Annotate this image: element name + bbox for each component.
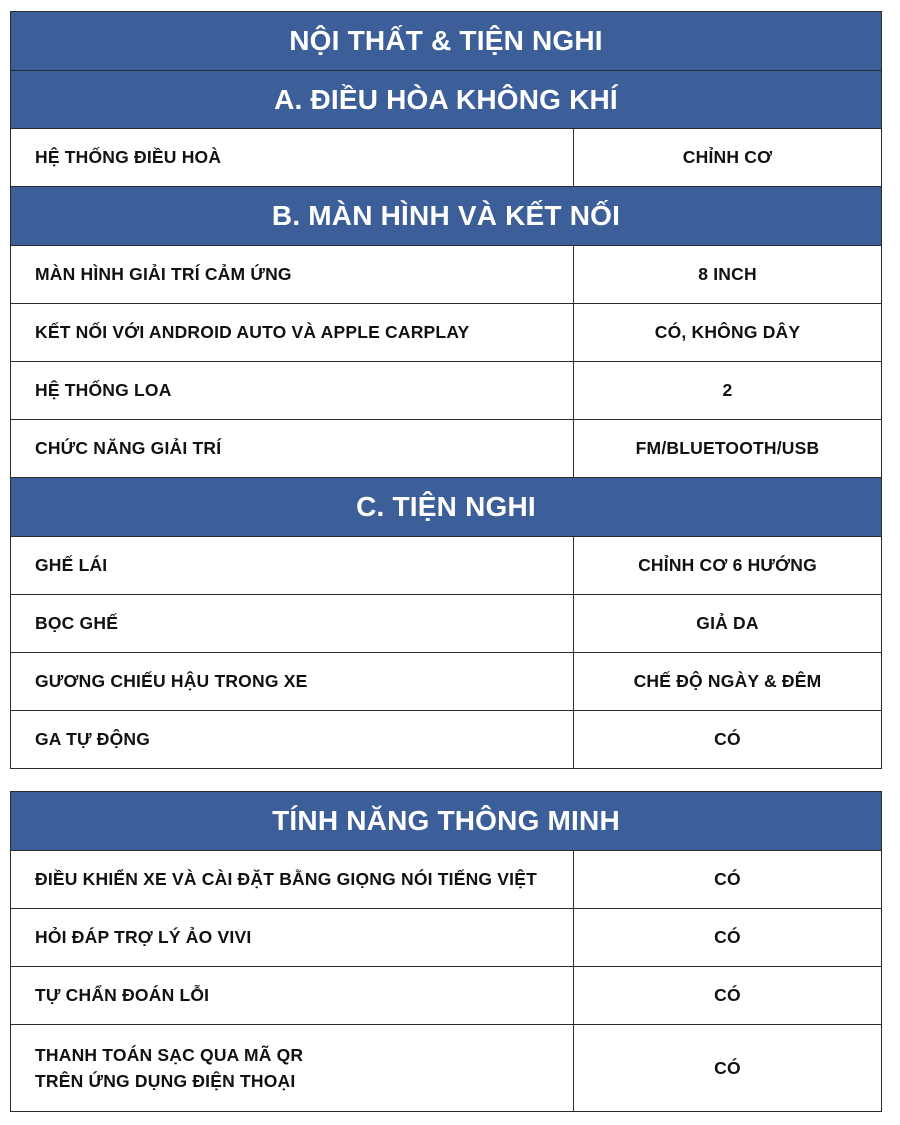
section-title-screen-connectivity: B. MÀN HÌNH VÀ KẾT NỐI	[11, 187, 882, 246]
row-value: CÓ	[574, 851, 882, 909]
row-label: HỎI ĐÁP TRỢ LÝ ẢO VIVI	[11, 909, 574, 967]
row-label: MÀN HÌNH GIẢI TRÍ CẢM ỨNG	[11, 246, 574, 304]
table-row	[11, 537, 882, 595]
row-value: CÓ	[574, 711, 882, 769]
section-header	[11, 187, 882, 246]
table-row	[11, 653, 882, 711]
row-label: TỰ CHẨN ĐOÁN LỖI	[11, 967, 574, 1025]
section-title-amenities: C. TIỆN NGHI	[11, 478, 882, 537]
table-row	[11, 595, 882, 653]
row-label-line-1: THANH TOÁN SẠC QUA MÃ QR	[35, 1045, 304, 1065]
row-label: HỆ THỐNG LOA	[11, 362, 574, 420]
row-label: HỆ THỐNG ĐIỀU HOÀ	[11, 129, 574, 187]
row-value: FM/BLUETOOTH/USB	[574, 420, 882, 478]
row-value: CÓ	[574, 909, 882, 967]
row-label: GHẾ LÁI	[11, 537, 574, 595]
row-label-line-2: TRÊN ỨNG DỤNG ĐIỆN THOẠI	[35, 1071, 296, 1091]
row-value: CHẾ ĐỘ NGÀY & ĐÊM	[574, 653, 882, 711]
smart-features-table	[10, 791, 882, 1112]
table-row	[11, 967, 882, 1025]
row-value: CHỈNH CƠ 6 HƯỚNG	[574, 537, 882, 595]
row-label: CHỨC NĂNG GIẢI TRÍ	[11, 420, 574, 478]
table-row	[11, 246, 882, 304]
table-header	[11, 12, 882, 71]
row-label	[11, 1025, 574, 1112]
section-header	[11, 478, 882, 537]
row-value: CÓ, KHÔNG DÂY	[574, 304, 882, 362]
table-row	[11, 851, 882, 909]
table-row	[11, 304, 882, 362]
row-label: KẾT NỐI VỚI ANDROID AUTO VÀ APPLE CARPLAY	[11, 304, 574, 362]
table-row	[11, 420, 882, 478]
table-row	[11, 129, 882, 187]
table-row	[11, 909, 882, 967]
interior-spec-table	[10, 11, 882, 769]
row-label: ĐIỀU KHIỂN XE VÀ CÀI ĐẶT BẰNG GIỌNG NÓI TIẾNG VIỆT	[11, 851, 574, 909]
section-header	[11, 71, 882, 129]
row-label: GA TỰ ĐỘNG	[11, 711, 574, 769]
row-value: CÓ	[574, 967, 882, 1025]
row-value: 2	[574, 362, 882, 420]
interior-title: NỘI THẤT & TIỆN NGHI	[11, 12, 882, 71]
row-value: CHỈNH CƠ	[574, 129, 882, 187]
table-header	[11, 792, 882, 851]
smart-title: TÍNH NĂNG THÔNG MINH	[11, 792, 882, 851]
row-value: GIẢ DA	[574, 595, 882, 653]
row-label: BỌC GHẾ	[11, 595, 574, 653]
table-row	[11, 711, 882, 769]
row-value: 8 INCH	[574, 246, 882, 304]
row-label: GƯƠNG CHIẾU HẬU TRONG XE	[11, 653, 574, 711]
row-value: CÓ	[574, 1025, 882, 1112]
section-title-air-conditioning: A. ĐIỀU HÒA KHÔNG KHÍ	[11, 71, 882, 129]
table-row	[11, 362, 882, 420]
table-row	[11, 1025, 882, 1112]
